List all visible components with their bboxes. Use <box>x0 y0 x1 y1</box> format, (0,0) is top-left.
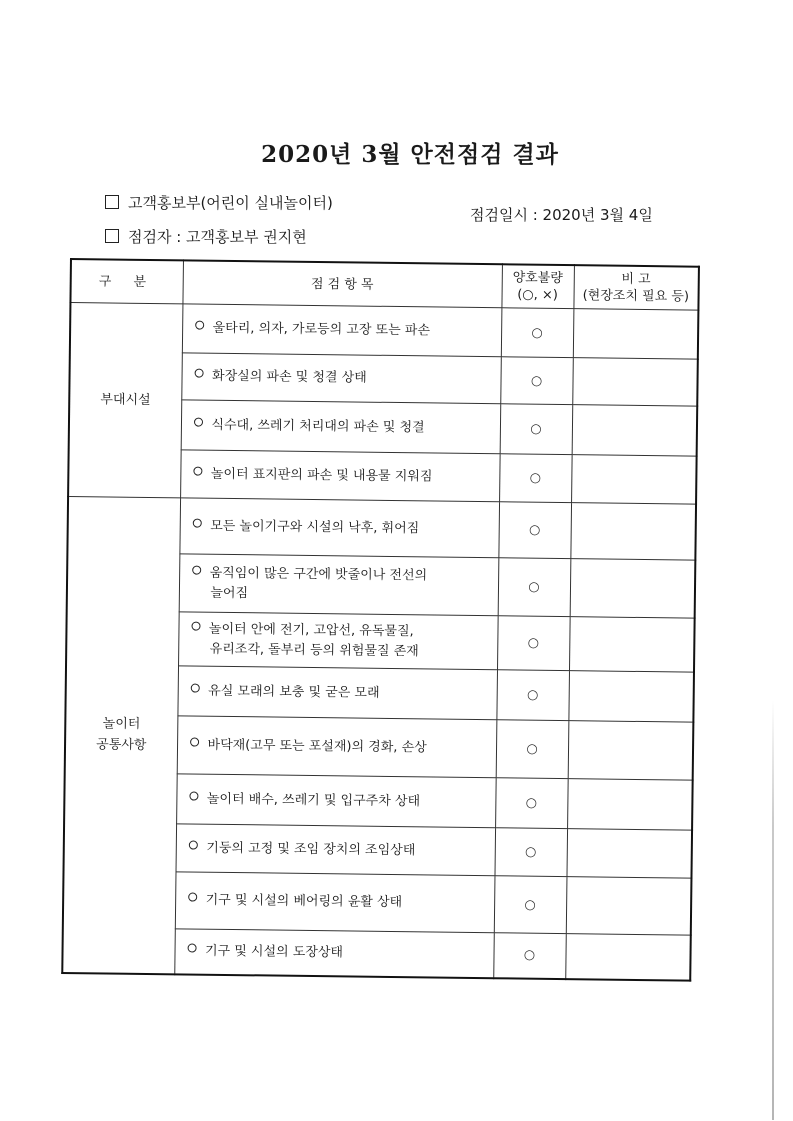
status-mark: ○ <box>500 357 573 405</box>
inspection-table <box>61 258 700 981</box>
status-mark: ○ <box>496 720 569 779</box>
check-item-text: 놀이터 안에 전기, 고압선, 유독물질, <box>208 621 414 639</box>
bullet-circle-icon <box>194 369 203 378</box>
check-item-cell <box>178 612 498 670</box>
check-item-cell <box>176 774 496 828</box>
status-mark: ○ <box>495 778 568 829</box>
check-item-text: 식수대, 쓰레기 처리대의 파손 및 청결 <box>211 417 425 435</box>
bullet-circle-icon <box>193 466 202 475</box>
remarks-cell <box>566 829 692 879</box>
status-mark: ○ <box>501 308 574 358</box>
remarks-cell <box>572 358 698 407</box>
check-item-cell <box>181 400 501 454</box>
status-mark: ○ <box>498 558 571 617</box>
bullet-circle-icon <box>187 943 196 952</box>
check-item-text: 울타리, 의자, 가로등의 고장 또는 파손 <box>212 320 431 339</box>
inspection-sheet <box>61 258 698 1006</box>
status-mark: ○ <box>497 616 570 671</box>
status-mark: ○ <box>494 876 567 934</box>
check-item-cell <box>180 450 500 502</box>
table-row <box>70 303 699 360</box>
remarks-cell <box>567 779 693 831</box>
check-item-cell <box>175 872 495 933</box>
bullet-circle-icon <box>190 683 199 692</box>
inspector-text: 점검자 : 고객홍보부 권지현 <box>128 228 307 246</box>
check-item-text: 모든 놀이기구와 시설의 낙후, 휘어짐 <box>210 518 420 536</box>
inspection-date: 점검일시 : 2020년 3월 4일 <box>470 206 653 224</box>
page-title: 2020년 3월 안전점검 결과 <box>261 141 559 168</box>
category-label: 공통사항 <box>96 737 147 754</box>
category-label: 놀이터 <box>102 716 141 733</box>
bullet-circle-icon <box>188 840 197 849</box>
status-mark: ○ <box>493 933 566 979</box>
remarks-cell <box>566 877 692 936</box>
remarks-cell <box>573 309 699 360</box>
check-item-text: 기구 및 시설의 베어링의 윤활 상태 <box>205 892 403 911</box>
check-item-cell <box>182 304 502 357</box>
remarks-cell <box>569 617 695 673</box>
check-item-cell <box>181 353 501 404</box>
remarks-cell <box>568 721 694 781</box>
remarks-cell <box>568 671 694 723</box>
remarks-cell <box>570 503 696 561</box>
check-item-text: 기둥의 고정 및 조임 장치의 조임상태 <box>206 840 416 858</box>
table-body <box>62 303 698 981</box>
check-item-cell <box>179 554 499 616</box>
remarks-cell <box>565 934 691 981</box>
bullet-circle-icon <box>195 321 204 330</box>
status-mark: ○ <box>498 502 571 559</box>
check-item-text: 기구 및 시설의 도장상태 <box>204 943 344 961</box>
status-mark: ○ <box>494 828 567 877</box>
check-item-cell <box>177 666 497 720</box>
category-label: 부대시설 <box>100 392 151 408</box>
bullet-circle-icon <box>189 791 198 800</box>
check-item-text: 움직임이 많은 구간에 밧줄이나 전선의 <box>209 565 428 583</box>
category-cell <box>68 303 182 498</box>
check-item-text-continued: 늘어짐 <box>210 585 249 601</box>
checkbox-square <box>105 229 119 243</box>
check-item-cell <box>174 929 494 978</box>
header-items: 점 검 항 목 <box>182 260 502 307</box>
bullet-circle-icon <box>188 892 197 901</box>
department-line <box>105 192 333 213</box>
header-remarks: 비 고 (현장조치 필요 등) <box>573 265 699 310</box>
scan-edge <box>772 700 774 1120</box>
department-text: 고객홍보부(어린이 실내놀이터) <box>128 194 333 212</box>
remarks-cell <box>572 405 698 457</box>
header-status: 양호불량 (○, ×) <box>501 264 574 308</box>
table-row <box>67 496 696 560</box>
check-item-text: 화장실의 파손 및 청결 상태 <box>211 368 367 386</box>
bullet-circle-icon <box>190 737 199 746</box>
check-item-text: 놀이터 배수, 쓰레기 및 입구주차 상태 <box>206 791 421 809</box>
category-cell <box>62 496 180 973</box>
header-row <box>70 259 698 310</box>
checkbox-square <box>105 195 119 209</box>
check-item-text: 바닥재(고무 또는 포설재)의 경화, 손상 <box>207 737 427 755</box>
bullet-circle-icon <box>193 417 202 426</box>
check-item-text: 놀이터 표지판의 파손 및 내용물 지워짐 <box>210 466 433 484</box>
status-mark: ○ <box>500 404 573 455</box>
bullet-circle-icon <box>192 518 201 527</box>
header-category: 구 분 <box>70 259 183 304</box>
check-item-cell <box>179 498 499 558</box>
check-item-cell <box>176 824 496 876</box>
remarks-cell <box>571 455 697 505</box>
bullet-circle-icon <box>192 565 201 574</box>
check-item-text-continued: 유리조각, 돌부리 등의 위험물질 존재 <box>209 641 419 659</box>
inspector-line <box>105 226 307 247</box>
remarks-cell <box>570 559 696 619</box>
check-item-cell <box>177 716 497 778</box>
check-item-text: 유실 모래의 보충 및 굳은 모래 <box>208 683 380 701</box>
status-mark: ○ <box>499 454 572 503</box>
status-mark: ○ <box>496 670 569 721</box>
bullet-circle-icon <box>191 621 200 630</box>
